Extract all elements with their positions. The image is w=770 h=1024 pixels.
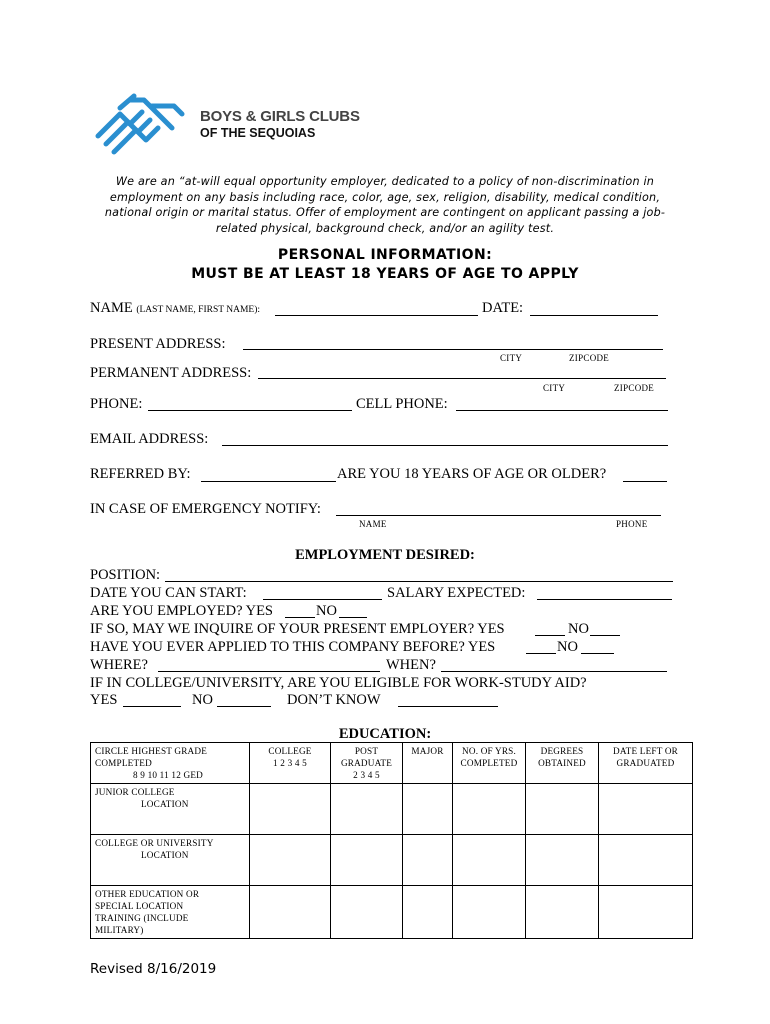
grade-header: [91, 743, 250, 784]
degrees-header-line1: DEGREES: [540, 746, 584, 756]
emergency-label: IN CASE OF EMERGENCY NOTIFY:: [90, 501, 321, 517]
junior-college-years-cell[interactable]: [453, 784, 526, 835]
applied-no-field[interactable]: [581, 653, 614, 654]
salary-field[interactable]: [537, 599, 672, 600]
major-header: [403, 743, 453, 784]
present-zipcode-label: ZIPCODE: [569, 353, 610, 363]
college-header: [250, 743, 331, 784]
statement-line: We are an “at-will equal opportunity employer, dedicated to a policy of non-discrimination in: [115, 175, 655, 188]
name-hint: (LAST NAME, FIRST NAME):: [136, 305, 261, 315]
other-education-degrees-cell[interactable]: [526, 886, 599, 939]
emergency-field[interactable]: [336, 515, 661, 516]
name-field[interactable]: [275, 315, 478, 316]
university-years-cell[interactable]: [453, 835, 526, 886]
other-education-date-cell[interactable]: [599, 886, 693, 939]
table-row: [91, 886, 693, 939]
permanent-city-label: CITY: [543, 383, 566, 393]
years-header-line2: COMPLETED: [460, 758, 518, 768]
present-city-label: CITY: [500, 353, 523, 363]
applied-label: HAVE YOU EVER APPLIED TO THIS COMPANY BEFORE? YES: [90, 639, 496, 655]
other-education-post-cell[interactable]: [331, 886, 403, 939]
university-label: COLLEGE OR UNIVERSITY: [95, 838, 214, 848]
referred-field[interactable]: [201, 481, 336, 482]
start-date-field[interactable]: [263, 599, 382, 600]
date-left-header-line2: GRADUATED: [616, 758, 675, 768]
junior-college-college-cell[interactable]: [250, 784, 331, 835]
present-address-field[interactable]: [243, 349, 663, 350]
employment-heading: EMPLOYMENT DESIRED:: [295, 547, 475, 563]
age-answer-field[interactable]: [623, 481, 667, 482]
university-cell: [91, 835, 250, 886]
university-college-cell[interactable]: [250, 835, 331, 886]
grade-header-line2: COMPLETED: [95, 758, 152, 768]
cell-phone-field[interactable]: [456, 410, 668, 411]
statement-line: employment on any basis including race, color, age, sex, religion, disability, medical condition,: [109, 190, 661, 204]
name-label: NAME: [90, 300, 133, 316]
university-degrees-cell[interactable]: [526, 835, 599, 886]
major-header-label: MAJOR: [411, 746, 444, 756]
other-education-major-cell[interactable]: [403, 886, 453, 939]
post-graduate-header: [331, 743, 403, 784]
university-location: LOCATION: [141, 850, 189, 860]
org-name-line2: OF THE SEQUOIAS: [200, 126, 316, 140]
junior-college-cell: [91, 784, 250, 835]
statement-line: national origin or marital status. Offer of employment are contingent on applicant passing a job-: [104, 206, 666, 219]
education-table: [90, 742, 693, 939]
revision-footer: Revised 8/16/2019: [90, 961, 217, 977]
heading-line1: PERSONAL INFORMATION:: [277, 247, 493, 263]
employed-yes-field[interactable]: [285, 617, 315, 618]
other-education-line2: SPECIAL LOCATION: [95, 901, 184, 911]
age-question: ARE YOU 18 YEARS OF AGE OR OLDER?: [337, 466, 607, 482]
salary-label: SALARY EXPECTED:: [387, 585, 526, 601]
years-header-line1: NO. OF YRS.: [462, 746, 516, 756]
present-address-label: PRESENT ADDRESS:: [90, 336, 226, 352]
grade-header-line1: CIRCLE HIGHEST GRADE: [95, 746, 208, 756]
junior-college-label: JUNIOR COLLEGE: [95, 787, 175, 797]
university-major-cell[interactable]: [403, 835, 453, 886]
statement-line: related physical, background check, and/or an agility test.: [215, 221, 555, 235]
workstudy-yes-label: YES: [90, 692, 118, 708]
club-logo-mark-icon: [90, 92, 185, 158]
education-header-row: [91, 743, 693, 784]
phone-label: PHONE:: [90, 396, 143, 412]
junior-college-major-cell[interactable]: [403, 784, 453, 835]
permanent-address-field[interactable]: [258, 378, 666, 379]
other-education-college-cell[interactable]: [250, 886, 331, 939]
junior-college-location: LOCATION: [141, 799, 189, 809]
heading-line2: MUST BE AT LEAST 18 YEARS OF AGE TO APPLY: [191, 266, 579, 282]
workstudy-dontknow-label: DON’T KNOW: [287, 692, 381, 708]
email-field[interactable]: [222, 445, 668, 446]
other-education-years-cell[interactable]: [453, 886, 526, 939]
workstudy-dontknow-field[interactable]: [398, 706, 498, 707]
date-label: DATE:: [482, 300, 524, 316]
inquire-no-field[interactable]: [590, 635, 620, 636]
grade-options[interactable]: 8 9 10 11 12 GED: [133, 770, 203, 780]
date-left-header: [599, 743, 693, 784]
college-options[interactable]: 1 2 3 4 5: [273, 758, 307, 768]
permanent-zipcode-label: ZIPCODE: [614, 383, 655, 393]
when-field[interactable]: [441, 671, 667, 672]
employed-no-field[interactable]: [339, 617, 367, 618]
where-field[interactable]: [158, 671, 380, 672]
other-education-line4: MILITARY): [95, 925, 144, 935]
inquire-no-label: NO: [568, 621, 589, 637]
where-label: WHERE?: [90, 657, 148, 673]
emergency-name-sub: NAME: [359, 519, 387, 529]
start-date-label: DATE YOU CAN START:: [90, 585, 247, 601]
name-label-group: [90, 300, 260, 317]
university-date-cell[interactable]: [599, 835, 693, 886]
date-field[interactable]: [530, 315, 658, 316]
eeo-statement: [90, 174, 680, 236]
junior-college-date-cell[interactable]: [599, 784, 693, 835]
club-logo: [90, 92, 380, 158]
applied-no-label: NO: [557, 639, 578, 655]
date-left-header-line1: DATE LEFT OR: [612, 746, 678, 756]
workstudy-yes-field[interactable]: [123, 706, 181, 707]
workstudy-label: IF IN COLLEGE/UNIVERSITY, ARE YOU ELIGIBLE FOR WORK-STUDY AID?: [90, 675, 587, 691]
cell-phone-label: CELL PHONE:: [356, 396, 448, 412]
table-row: [91, 784, 693, 835]
position-field[interactable]: [165, 581, 673, 582]
other-education-line1: OTHER EDUCATION OR: [95, 889, 200, 899]
other-education-cell: [91, 886, 250, 939]
degrees-header: [526, 743, 599, 784]
when-label: WHEN?: [386, 657, 436, 673]
inquire-yes-field[interactable]: [535, 635, 565, 636]
referred-label: REFERRED BY:: [90, 466, 191, 482]
position-label: POSITION:: [90, 567, 161, 583]
section-heading-personal: [90, 246, 680, 284]
table-row: [91, 835, 693, 886]
applied-yes-field[interactable]: [526, 653, 556, 654]
employed-label: ARE YOU EMPLOYED? YES: [90, 603, 273, 619]
education-heading: EDUCATION:: [338, 726, 432, 742]
years-header: [453, 743, 526, 784]
workstudy-no-field[interactable]: [217, 706, 271, 707]
inquire-label: IF SO, MAY WE INQUIRE OF YOUR PRESENT EMPLOYER? YES: [90, 621, 505, 637]
org-name-line1: BOYS & GIRLS CLUBS: [200, 108, 360, 125]
university-post-cell[interactable]: [331, 835, 403, 886]
workstudy-no-label: NO: [192, 692, 213, 708]
post-header-line2: GRADUATE: [340, 758, 393, 768]
junior-college-post-cell[interactable]: [331, 784, 403, 835]
other-education-line3: TRAINING (INCLUDE: [95, 913, 189, 923]
phone-field[interactable]: [148, 410, 352, 411]
emergency-phone-sub: PHONE: [616, 519, 648, 529]
email-label: EMAIL ADDRESS:: [90, 431, 209, 447]
junior-college-degrees-cell[interactable]: [526, 784, 599, 835]
post-header-line1: POST: [354, 746, 379, 756]
post-graduate-options[interactable]: 2 3 4 5: [353, 770, 380, 780]
permanent-address-label: PERMANENT ADDRESS:: [90, 365, 252, 381]
degrees-header-line2: OBTAINED: [538, 758, 586, 768]
employed-no-label: NO: [316, 603, 337, 619]
college-header-line1: COLLEGE: [268, 746, 312, 756]
